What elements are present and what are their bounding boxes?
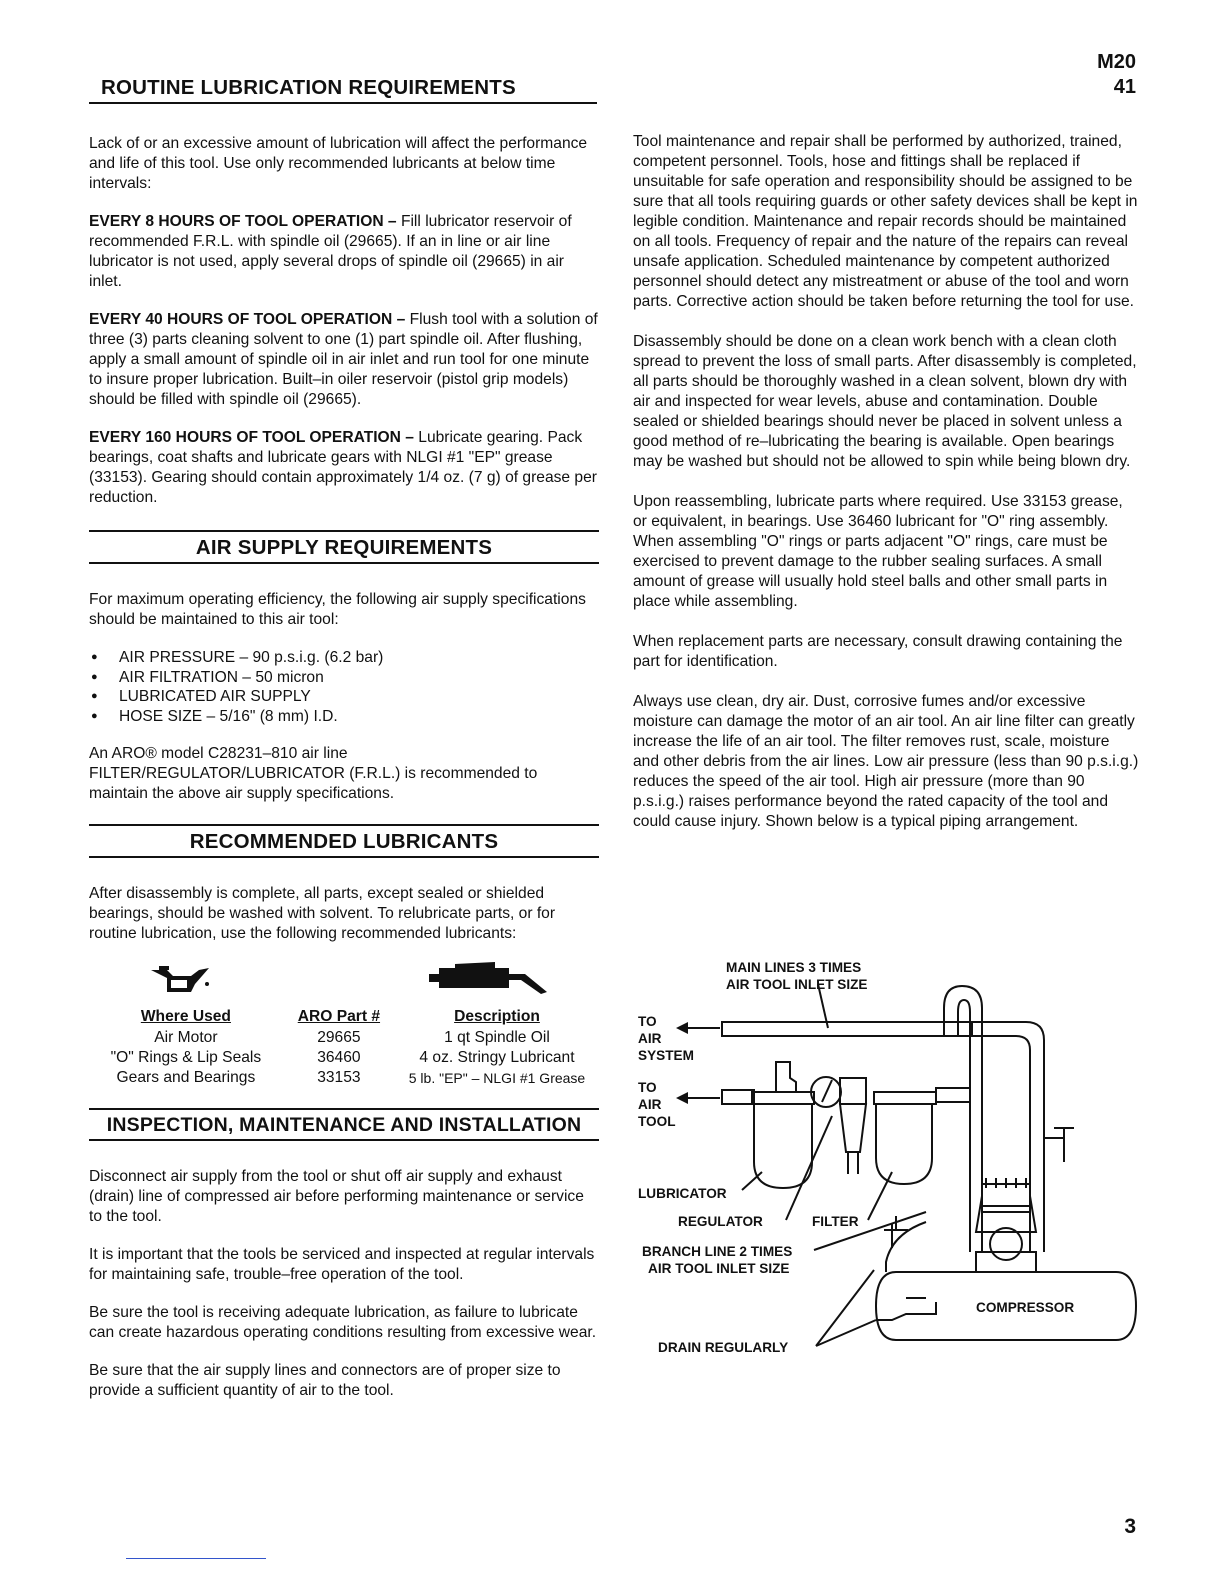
- lubricant-icons: [89, 952, 599, 1004]
- air-supply-list: [89, 648, 599, 726]
- oil-can-icon: [147, 962, 217, 1002]
- main-lines-label-1: MAIN LINES 3 TIMES: [726, 960, 862, 975]
- to-system-label-1: TO: [638, 1014, 657, 1029]
- left-column: [89, 72, 599, 1419]
- maintenance-paragraph: Tool maintenance and repair shall be performed by authorized, trained, competent personnel. Tools, hose and fittings shall be replaced if unsuitable for safe operation and responsibility should be assigned to be sure that all tools requiring guards or other safety devices shall be kept in legible condition. Maintenance and repair records should be maintained on all tools. Frequency of repair and the nature of the repairs can reveal unsafe application. Scheduled maintenance by competent authorized personnel should detect any mistreatment or abuse of the tool and worn parts. Corrective action should be taken before returning the tool for use.: [633, 133, 1138, 310]
- page-number: 3: [1124, 1515, 1136, 1538]
- routine-item-8h: EVERY 8 HOURS OF TOOL OPERATION – Fill lubricator reservoir of recommended F.R.L. with spindle oil (29665). If an in line or air line lubricator is not used, apply several drops of spindle oil (29665) in air inlet.: [89, 213, 572, 290]
- list-item: ● AIR FILTRATION – 50 micron: [89, 668, 599, 688]
- lubricator-label: LUBRICATOR: [638, 1186, 727, 1201]
- inspection-heading: INSPECTION, MAINTENANCE AND INSTALLATION: [89, 1108, 599, 1141]
- lubricants-table: [89, 1008, 599, 1088]
- table-row: [89, 1068, 599, 1088]
- lubricator-leader: [742, 1172, 762, 1190]
- table-cell: 36460: [317, 1049, 361, 1066]
- main-lines-label-2: AIR TOOL INLET SIZE: [726, 977, 868, 992]
- lubricants-intro: After disassembly is complete, all parts, except sealed or shielded bearings, should be washed with solvent. To relubricate parts, or for routine lubrication, use the following recommended lubricants:: [89, 885, 556, 942]
- footer-rule: [126, 1558, 266, 1559]
- air-supply-intro: For maximum operating efficiency, the following air supply specifications should be maintained to this air tool:: [89, 591, 586, 628]
- routine-item-160h: EVERY 160 HOURS OF TOOL OPERATION – Lubricate gearing. Pack bearings, coat shafts and lubricate gears with NLGI #1 "EP" grease (33153). Gearing should contain approximately 1/4 oz. (7 g) of grease per reduction.: [89, 429, 597, 506]
- filter-label: FILTER: [812, 1214, 859, 1229]
- branch-line-label-2: AIR TOOL INLET SIZE: [648, 1261, 790, 1276]
- drain-leader: [816, 1270, 876, 1346]
- filter-bowl: [876, 1104, 932, 1184]
- routine-item-40h: EVERY 40 HOURS OF TOOL OPERATION – Flush tool with a solution of three (3) parts cleaning solvent to one (1) part spindle oil. After flushing, apply a small amount of spindle oil in air inlet and run tool for one minute to insure proper lubrication. Built–in oiler reservoir (pistol grip models) should be filled with spindle oil (29665).: [89, 311, 598, 408]
- model-number: M20: [1097, 51, 1136, 73]
- routine-intro: Lack of or an excessive amount of lubrication will affect the performance and life of this tool. Use only recommended lubricants at below time intervals:: [89, 135, 588, 192]
- table-cell: 1 qt Spindle Oil: [444, 1029, 550, 1046]
- branch-line-label-1: BRANCH LINE 2 TIMES: [642, 1244, 793, 1259]
- column-header-aro-part: ARO Part #: [297, 1008, 381, 1025]
- riser-loop-inner: [958, 1000, 970, 1252]
- piping-arrangement-diagram: [636, 952, 1142, 1372]
- recommended-lubricants-heading: RECOMMENDED LUBRICANTS: [89, 824, 599, 858]
- table-cell: Gears and Bearings: [116, 1069, 256, 1086]
- table-cell: 29665: [317, 1029, 361, 1046]
- drop-pipe-inner: [972, 1036, 1030, 1252]
- riser-loop: [944, 986, 982, 1252]
- section-number: 41: [1113, 76, 1136, 98]
- right-column: [633, 132, 1139, 850]
- list-item: ● AIR PRESSURE – 90 p.s.i.g. (6.2 bar): [89, 648, 599, 668]
- column-header-where-used: Where Used: [140, 1008, 231, 1025]
- page-header-code: [1097, 50, 1136, 100]
- frl-note: An ARO® model C28231–810 air line FILTER/REGULATOR/LUBRICATOR (F.R.L.) is recommended to maintain the above air supply specifications.: [89, 745, 538, 802]
- tool-outlet-pipe: [722, 1090, 754, 1104]
- to-system-label-2: AIR: [638, 1031, 662, 1046]
- inspection-paragraph: Disconnect air supply from the tool or shut off air supply and exhaust (drain) line of compressed air before performing maintenance or service to the tool.: [89, 1168, 584, 1225]
- inspection-paragraph: Be sure that the air supply lines and connectors are of proper size to provide a sufficient quantity of air to the tool.: [89, 1362, 561, 1399]
- grease-gun-icon: [425, 960, 555, 1000]
- table-cell: "O" Rings & Lip Seals: [110, 1049, 262, 1066]
- filter-leader: [868, 1172, 892, 1220]
- compressor-label: COMPRESSOR: [976, 1300, 1075, 1315]
- to-tool-label-3: TOOL: [638, 1114, 676, 1129]
- column-header-description: Description: [454, 1008, 540, 1025]
- drain-label: DRAIN REGULARLY: [658, 1340, 789, 1355]
- inspection-paragraph: Be sure the tool is receiving adequate lubrication, as failure to lubricate can create hazardous operating conditions resulting from excessive wear.: [89, 1304, 597, 1341]
- main-line-pipe: [722, 1022, 972, 1036]
- to-tool-label-1: TO: [638, 1080, 657, 1095]
- to-system-label-3: SYSTEM: [638, 1048, 694, 1063]
- replacement-paragraph: When replacement parts are necessary, consult drawing containing the part for identification.: [633, 633, 1123, 670]
- inspection-paragraph: It is important that the tools be serviced and inspected at regular intervals for maintaining safe, trouble–free operation of the tool.: [89, 1246, 595, 1283]
- table-cell: 4 oz. Stringy Lubricant: [419, 1049, 575, 1066]
- table-cell: Air Motor: [154, 1029, 218, 1046]
- table-row: [89, 1028, 599, 1048]
- table-cell: 5 lb. "EP" – NLGI #1 Grease: [408, 1070, 586, 1086]
- to-tool-label-2: AIR: [638, 1097, 662, 1112]
- list-item: ● HOSE SIZE – 5/16" (8 mm) I.D.: [89, 707, 599, 727]
- table-cell: 33153: [317, 1069, 361, 1086]
- lubricator-bowl: [754, 1104, 812, 1188]
- regulator-leader: [786, 1116, 832, 1220]
- regulator-label: REGULATOR: [678, 1214, 763, 1229]
- air-supply-heading: AIR SUPPLY REQUIREMENTS: [89, 530, 599, 564]
- clean-air-paragraph: Always use clean, dry air. Dust, corrosive fumes and/or excessive moisture can damage the motor of an air tool. An air line filter can greatly increase the life of an air tool. The filter removes rust, scale, moisture and other debris from the air lines. Low air pressure (less than 90 p.s.i.g.) reduces the speed of the air tool. High air pressure (more than 90 p.s.i.g.) raises performance beyond the rated capacity of the tool and could cause injury. Shown below is a typical piping arrangement.: [633, 693, 1139, 830]
- list-item: ● LUBRICATED AIR SUPPLY: [89, 687, 599, 707]
- regulator-body: [840, 1104, 866, 1152]
- disassembly-paragraph: Disassembly should be done on a clean work bench with a clean cloth spread to prevent the loss of small parts. After disassembly is completed, all parts should be thoroughly washed in a clean solvent, blown dry with air and inspected for wear levels, abuse and contamination. Double sealed or shielded bearings should never be placed in solvent unless a good method of re–lubricating the bearing is available. Open bearings may be washed but should not be allowed to spin while being blown dry.: [633, 333, 1137, 470]
- table-row: [89, 1048, 599, 1068]
- reassembly-paragraph: Upon reassembling, lubricate parts where required. Use 33153 grease, or equivalent, in bearings. Use 36460 lubricant for "O" ring assembly. When assembling "O" rings or parts adjacent "O" rings, care must be exercised to prevent damage to the rubber sealing surfaces. A small amount of grease will usually hold steel balls and other small parts in place while assembling.: [633, 493, 1123, 610]
- routine-lubrication-heading: ROUTINE LUBRICATION REQUIREMENTS: [89, 72, 597, 104]
